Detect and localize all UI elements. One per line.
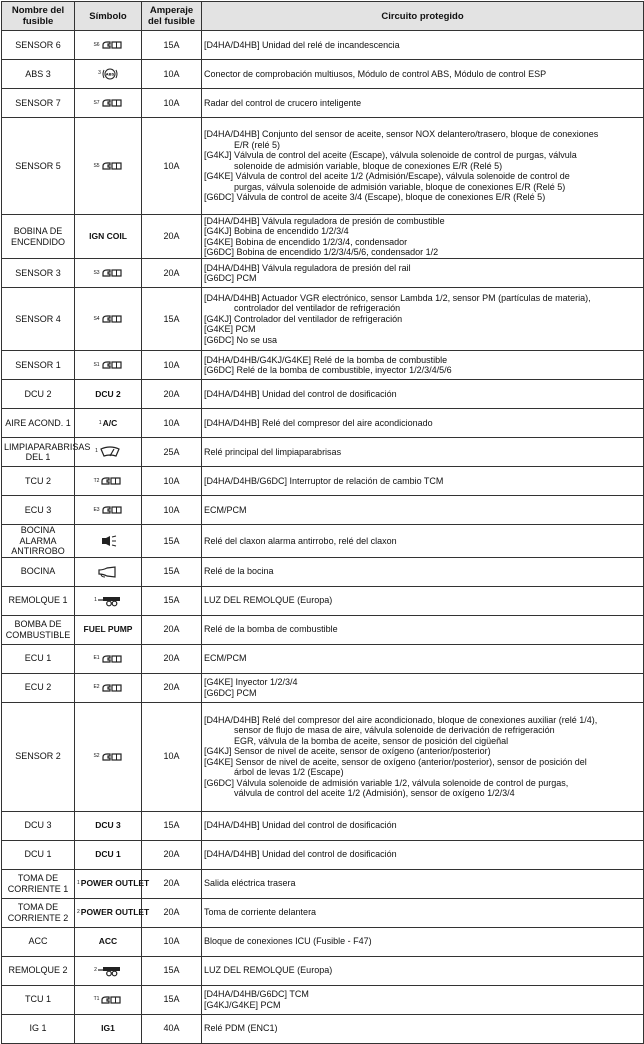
fuse-row (2, 409, 644, 438)
fuse-symbol (75, 525, 142, 558)
fuse-row (2, 31, 644, 60)
fuse-row (2, 288, 644, 351)
fuse-circuit (202, 31, 644, 60)
fuse-circuit (202, 496, 644, 525)
fuse-circuit (202, 89, 644, 118)
fuse-row (2, 215, 644, 259)
circuit-line: [G4KJ] Sensor de nivel de aceite, sensor de oxígeno (anterior/posterior) (204, 746, 491, 756)
fuse-symbol (75, 60, 142, 89)
sensor-icon (100, 476, 122, 486)
fuse-amperage: 20A (142, 380, 202, 409)
fuse-circuit (202, 1014, 644, 1043)
circuit-line: [D4HA/D4HB] Válvula reguladora de presión de combustible (204, 215, 445, 226)
circuit-line: [G6DC] Válvula solenoide de admisión variable 1/2, válvula solenoide de control de purgas, (204, 777, 569, 788)
fuse-circuit (202, 673, 644, 702)
symbol-number: E3 (93, 506, 100, 513)
fuse-name: ECU 1 (2, 644, 75, 673)
fuse-row (2, 956, 644, 985)
fuse-name: TOMA DE CORRIENTE 1 (2, 869, 75, 898)
circuit-line: purgas, válvula solenoide de admisión variable, bloque de conexiones E/R (Relé 5) (234, 181, 566, 192)
fuse-amperage: 10A (142, 351, 202, 380)
fuse-name: SENSOR 4 (2, 288, 75, 351)
circuit-line: Salida eléctrica trasera (204, 878, 296, 889)
fuse-row (2, 438, 644, 467)
circuit-line: Toma de corriente delantera (204, 907, 317, 918)
fuse-name: AIRE ACOND. 1 (2, 409, 75, 438)
sensor-icon (101, 161, 123, 171)
symbol-label: FUEL PUMP (83, 624, 133, 635)
fuse-amperage: 15A (142, 525, 202, 558)
fuse-amperage: 15A (142, 985, 202, 1014)
symbol-number: S5 (93, 162, 100, 169)
sensor-icon (101, 98, 123, 108)
fuse-circuit (202, 557, 644, 586)
fuse-circuit (202, 811, 644, 840)
header-symbol: Símbolo (75, 2, 142, 31)
circuit-line: [G6DC] Bobina de encendido 1/2/3/4/5/6, condensador 1/2 (204, 247, 439, 257)
circuit-line: [G6DC] PCM (204, 273, 257, 283)
fuse-amperage: 20A (142, 215, 202, 259)
fuse-amperage: 15A (142, 288, 202, 351)
symbol-number: E2 (93, 684, 100, 691)
fuse-name: TCU 2 (2, 467, 75, 496)
fuse-amperage: 10A (142, 118, 202, 215)
fuse-row (2, 89, 644, 118)
circuit-line: [D4HA/D4HB] Actuador VGR electrónico, sensor Lambda 1/2, sensor PM (partículas de materia), (204, 292, 591, 303)
fuse-row (2, 898, 644, 927)
fuse-row (2, 927, 644, 956)
fuse-amperage: 10A (142, 496, 202, 525)
fuse-circuit (202, 215, 644, 259)
fuse-row (2, 586, 644, 615)
fuse-name: REMOLQUE 2 (2, 956, 75, 985)
circuit-line: [G6DC] PCM (204, 687, 257, 698)
symbol-number: 1 (94, 596, 97, 603)
symbol-number: S7 (93, 99, 100, 106)
fuse-amperage: 10A (142, 702, 202, 811)
fuse-symbol (75, 644, 142, 673)
symbol-number: 2 (77, 909, 80, 916)
sensor-icon (101, 752, 123, 762)
circuit-line: solenoide de admisión variable, bloque de conexiones E/R (Relé 5) (234, 160, 503, 171)
circuit-line: [G6DC] Relé de la bomba de combustible, inyector 1/2/3/4/5/6 (204, 365, 452, 375)
symbol-number: 1 (98, 419, 102, 426)
fuse-circuit (202, 985, 644, 1014)
symbol-label: DCU 3 (95, 820, 121, 831)
fuse-circuit (202, 380, 644, 409)
fuse-symbol (75, 31, 142, 60)
sensor-icon (101, 654, 123, 664)
fuse-circuit (202, 615, 644, 644)
sensor-icon (101, 360, 123, 370)
fuse-symbol (75, 118, 142, 215)
fuse-circuit (202, 438, 644, 467)
sensor-icon (101, 505, 123, 515)
circuit-line: [D4HA/D4HB/G4KJ/G4KE] Relé de la bomba de combustible (204, 354, 448, 365)
fuse-name: SENSOR 1 (2, 351, 75, 380)
fuse-table-body (2, 31, 644, 1044)
horn-icon (97, 566, 119, 578)
fuse-symbol (75, 380, 142, 409)
fuse-name: BOMBA DE COMBUSTIBLE (2, 615, 75, 644)
fuse-name: SENSOR 7 (2, 89, 75, 118)
sensor-icon (101, 314, 123, 324)
circuit-line: Relé principal del limpiaparabrisas (204, 446, 342, 457)
fuse-amperage: 15A (142, 811, 202, 840)
circuit-line: [D4HA/D4HB] Unidad del control de dosificación (204, 388, 397, 399)
symbol-label: DCU 1 (95, 849, 121, 860)
circuit-line: árbol de levas 1/2 (Escape) (234, 767, 344, 777)
circuit-line: [G4KE] Inyector 1/2/3/4 (204, 677, 298, 687)
symbol-label: ACC (98, 936, 118, 947)
fuse-symbol (75, 586, 142, 615)
sensor-icon (101, 683, 123, 693)
header-row (2, 2, 644, 31)
sensor-icon (101, 40, 123, 50)
fuse-symbol (75, 985, 142, 1014)
fuse-amperage: 10A (142, 89, 202, 118)
fuse-symbol (75, 215, 142, 259)
circuit-line: ECM/PCM (204, 653, 247, 664)
fuse-name: DCU 1 (2, 840, 75, 869)
fuse-name: TOMA DE CORRIENTE 2 (2, 898, 75, 927)
sensor-icon (101, 268, 123, 278)
fuse-circuit (202, 351, 644, 380)
fuse-row (2, 702, 644, 811)
circuit-line: EGR, válvula de la bomba de aceite, sensor de posición del cigüeñal (234, 735, 509, 746)
fuse-symbol (75, 557, 142, 586)
fuse-circuit (202, 898, 644, 927)
circuit-line: [G4KE] Sensor de nivel de aceite, sensor de oxígeno (anterior/posterior), sensor de posición del (204, 756, 587, 767)
fuse-amperage: 20A (142, 673, 202, 702)
sensor-icon (100, 995, 122, 1005)
alarm-horn-icon (99, 535, 117, 547)
circuit-line: [G4KJ] Controlador del ventilador de refrigeración (204, 313, 403, 324)
fuse-circuit (202, 644, 644, 673)
circuit-line: [D4HA/D4HB] Relé del compresor del aire acondicionado, bloque de conexiones auxiliar (relé 1/4), (204, 714, 598, 725)
fuse-symbol (75, 927, 142, 956)
fuse-row (2, 985, 644, 1014)
symbol-number: E1 (93, 655, 100, 662)
fuse-name: LIMPIAPARABRISAS DEL 1 (2, 438, 75, 467)
circuit-line: ECM/PCM (204, 504, 247, 515)
fuse-row (2, 467, 644, 496)
fuse-amperage: 10A (142, 409, 202, 438)
circuit-line: LUZ DEL REMOLQUE (Europa) (204, 595, 333, 606)
symbol-number: T1 (93, 996, 100, 1003)
circuit-line: LUZ DEL REMOLQUE (Europa) (204, 965, 333, 976)
circuit-line: [G4KE] Válvula de control del aceite 1/2 (Admisión/Escape), válvula solenoide de control de (204, 171, 570, 182)
trailer-icon (98, 595, 122, 607)
fuse-amperage: 15A (142, 31, 202, 60)
fuse-table (1, 1, 644, 1044)
fuse-amperage: 20A (142, 898, 202, 927)
fuse-name: SENSOR 3 (2, 259, 75, 288)
circuit-line: [G4KJ/G4KE] PCM (204, 999, 281, 1010)
fuse-row (2, 380, 644, 409)
header-circuit: Circuito protegido (202, 2, 644, 31)
fuse-row (2, 525, 644, 558)
fuse-name: IG 1 (2, 1014, 75, 1043)
fuse-amperage: 10A (142, 60, 202, 89)
fuse-symbol (75, 1014, 142, 1043)
svg-text:ABS: ABS (105, 71, 115, 77)
fuse-name: BOBINA DE ENCENDIDO (2, 215, 75, 259)
fuse-circuit (202, 60, 644, 89)
fuse-name: TCU 1 (2, 985, 75, 1014)
symbol-label: POWER OUTLET (80, 878, 150, 889)
circuit-line: [D4HA/D4HB] Conjunto del sensor de aceite, sensor NOX delantero/trasero, bloque de conexiones (204, 129, 599, 140)
fuse-symbol (75, 89, 142, 118)
fuse-row (2, 869, 644, 898)
circuit-line: Relé PDM (ENC1) (204, 1023, 278, 1034)
circuit-line: Bloque de conexiones ICU (Fusible - F47) (204, 936, 372, 947)
fuse-name: ACC (2, 927, 75, 956)
fuse-amperage: 20A (142, 259, 202, 288)
fuse-symbol (75, 898, 150, 927)
fuse-name: BOCINA ALARMA ANTIRROBO (2, 525, 75, 558)
fuse-symbol (75, 467, 142, 496)
fuse-row (2, 644, 644, 673)
fuse-circuit (202, 927, 644, 956)
fuse-name: SENSOR 5 (2, 118, 75, 215)
fuse-name: DCU 2 (2, 380, 75, 409)
circuit-line: [D4HA/D4HB/G6DC] Interruptor de relación de cambio TCM (204, 475, 444, 486)
fuse-row (2, 840, 644, 869)
fuse-amperage: 20A (142, 644, 202, 673)
circuit-line: [G4KE] Bobina de encendido 1/2/3/4, condensador (204, 236, 408, 247)
fuse-row (2, 557, 644, 586)
fuse-circuit (202, 702, 644, 811)
fuse-amperage: 40A (142, 1014, 202, 1043)
fuse-circuit (202, 525, 644, 558)
wiper-icon (99, 446, 121, 458)
symbol-number: S3 (93, 269, 100, 276)
circuit-line: [D4HA/D4HB] Relé del compresor del aire acondicionado (204, 417, 433, 428)
fuse-symbol (75, 840, 142, 869)
fuse-circuit (202, 956, 644, 985)
fuse-symbol (75, 673, 142, 702)
fuse-amperage: 15A (142, 586, 202, 615)
symbol-number: 2 (94, 966, 97, 973)
circuit-line: Radar del control de crucero inteligente (204, 97, 362, 108)
circuit-line: válvula de control del aceite 1/2 (Admisión), sensor de oxígeno 1/2/3/4 (234, 788, 515, 798)
fuse-row (2, 496, 644, 525)
fuse-row (2, 811, 644, 840)
fuse-symbol (75, 288, 142, 351)
circuit-line: E/R (relé 5) (234, 139, 281, 150)
fuse-circuit (202, 840, 644, 869)
header-name: Nombre del fusible (2, 2, 75, 31)
fuse-symbol (75, 702, 142, 811)
trailer-icon (98, 965, 122, 977)
symbol-label: IGN COIL (89, 231, 127, 242)
header-amp: Amperaje del fusible (142, 2, 202, 31)
fuse-row (2, 673, 644, 702)
symbol-label: IG1 (101, 1023, 115, 1034)
fuse-name: ECU 3 (2, 496, 75, 525)
symbol-number: S4 (93, 315, 100, 322)
fuse-name: ECU 2 (2, 673, 75, 702)
fuse-row (2, 118, 644, 215)
fuse-circuit (202, 409, 644, 438)
fuse-symbol (75, 869, 150, 898)
circuit-line: [G6DC] Válvula de control de aceite 3/4 (Escape), bloque de conexiones E/R (Relé 5) (204, 192, 546, 203)
fuse-symbol (75, 409, 142, 438)
circuit-line: [D4HA/D4HB] Unidad del relé de incandescencia (204, 39, 400, 50)
abs-icon (102, 68, 118, 80)
fuse-amperage: 10A (142, 467, 202, 496)
symbol-number: S6 (93, 41, 100, 48)
circuit-line: [D4HA/D4HB] Válvula reguladora de presión del rail (204, 262, 411, 273)
fuse-symbol (75, 351, 142, 380)
symbol-label: POWER OUTLET (80, 907, 150, 918)
circuit-line: [D4HA/D4HB] Unidad del control de dosificación (204, 849, 397, 860)
fuse-symbol (75, 496, 142, 525)
fuse-row (2, 259, 644, 288)
fuse-circuit (202, 869, 644, 898)
fuse-name: DCU 3 (2, 811, 75, 840)
symbol-number: 1 (95, 448, 98, 454)
fuse-amperage: 25A (142, 438, 202, 467)
symbol-number: T2 (93, 477, 100, 484)
fuse-amperage: 15A (142, 956, 202, 985)
fuse-name: REMOLQUE 1 (2, 586, 75, 615)
fuse-row (2, 1014, 644, 1043)
circuit-line: [D4HA/D4HB/G6DC] TCM (204, 989, 309, 999)
fuse-circuit (202, 586, 644, 615)
circuit-line: [G4KJ] Bobina de encendido 1/2/3/4 (204, 226, 349, 236)
symbol-number: S2 (93, 753, 100, 760)
fuse-circuit (202, 259, 644, 288)
circuit-line: [G4KE] PCM (204, 324, 256, 335)
fuse-symbol (75, 956, 142, 985)
circuit-line: [D4HA/D4HB] Unidad del control de dosificación (204, 820, 397, 831)
fuse-circuit (202, 467, 644, 496)
fuse-row (2, 615, 644, 644)
circuit-line: Conector de comprobación multiusos, Módulo de control ABS, Módulo de control ESP (204, 68, 547, 79)
fuse-circuit (202, 288, 644, 351)
circuit-line: Relé del claxon alarma antirrobo, relé del claxon (204, 535, 397, 546)
fuse-row (2, 351, 644, 380)
symbol-label: A/C (102, 417, 118, 428)
symbol-number: S1 (93, 361, 100, 368)
fuse-row (2, 60, 644, 89)
fuse-name: SENSOR 6 (2, 31, 75, 60)
fuse-symbol (75, 811, 142, 840)
fuse-amperage: 10A (142, 927, 202, 956)
symbol-number: 1 (77, 880, 80, 887)
circuit-line: Relé de la bomba de combustible (204, 624, 338, 635)
fuse-amperage: 20A (142, 869, 202, 898)
circuit-line: sensor de flujo de masa de aire, válvula solenoide de derivación de refrigeración (234, 725, 555, 735)
circuit-line: controlador del ventilador de refrigeración (234, 303, 401, 314)
symbol-label: DCU 2 (95, 388, 121, 399)
symbol-number: 3 (98, 70, 101, 76)
fuse-symbol (75, 615, 142, 644)
circuit-line: [G6DC] No se usa (204, 334, 278, 345)
fuse-name: ABS 3 (2, 60, 75, 89)
fuse-amperage: 20A (142, 615, 202, 644)
circuit-line: Relé de la bocina (204, 566, 274, 577)
fuse-symbol (75, 259, 142, 288)
fuse-amperage: 15A (142, 557, 202, 586)
fuse-circuit (202, 118, 644, 215)
fuse-name: SENSOR 2 (2, 702, 75, 811)
fuse-amperage: 20A (142, 840, 202, 869)
circuit-line: [G4KJ] Válvula de control del aceite (Escape), válvula solenoide de control de purgas, válvula (204, 150, 577, 161)
fuse-name: BOCINA (2, 557, 75, 586)
